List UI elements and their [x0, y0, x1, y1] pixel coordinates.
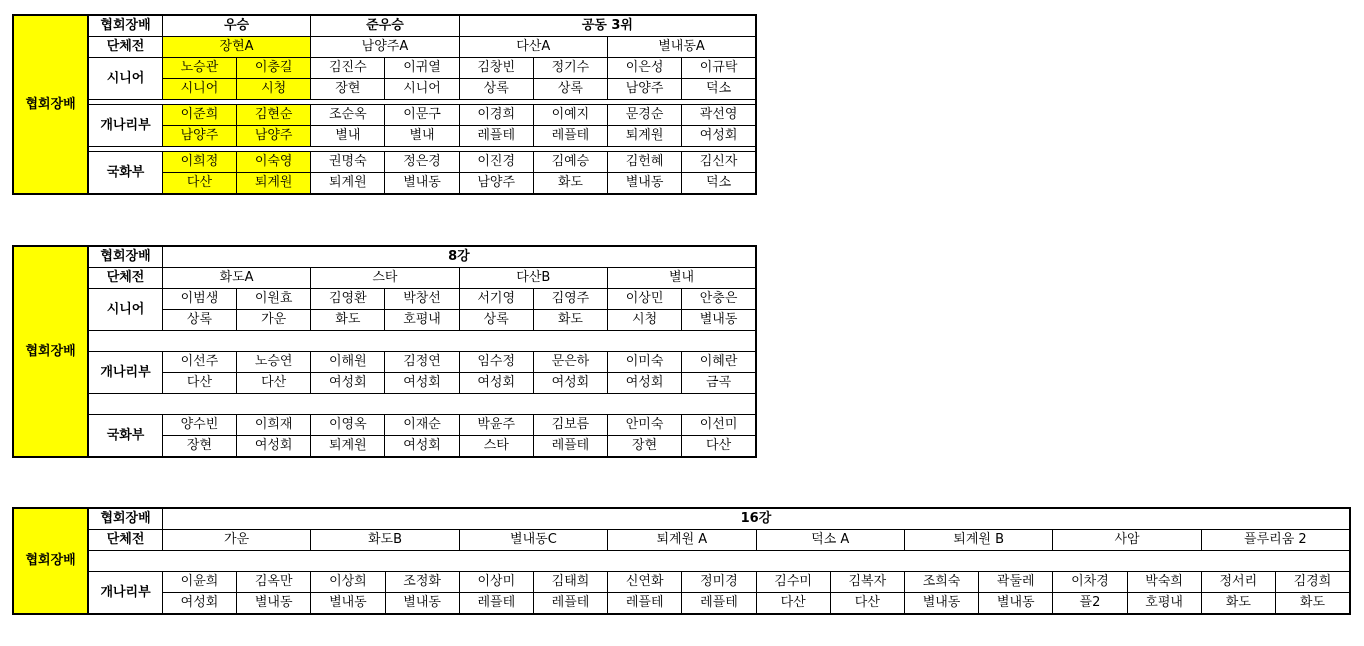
- team-cell: 퇴계원 A: [608, 530, 756, 551]
- player-club: 남양주: [459, 173, 533, 195]
- player-name: 조순옥: [311, 105, 385, 126]
- player-name: 신연화: [608, 572, 682, 593]
- player-name: 이귀열: [385, 58, 459, 79]
- player-club: 화도: [1275, 593, 1350, 615]
- player-name: 이해원: [311, 352, 385, 373]
- player-name: 이혜란: [682, 352, 756, 373]
- player-name: 정은경: [385, 152, 459, 173]
- player-name: 이희재: [237, 415, 311, 436]
- player-name: 김수미: [756, 572, 830, 593]
- player-name: 이준희: [162, 105, 236, 126]
- player-name: 이원효: [237, 289, 311, 310]
- player-name: 곽둘레: [979, 572, 1053, 593]
- player-club: 화도: [533, 173, 607, 195]
- player-club: 별내동: [608, 173, 682, 195]
- player-name: 이영옥: [311, 415, 385, 436]
- team-cell: 화도B: [311, 530, 459, 551]
- team-cell: 사암: [1053, 530, 1201, 551]
- team-cell: 플루리움 2: [1201, 530, 1350, 551]
- player-name: 박윤주: [459, 415, 533, 436]
- player-club: 금곡: [682, 373, 756, 394]
- player-name: 김보름: [533, 415, 607, 436]
- player-club: 화도: [1201, 593, 1275, 615]
- player-name: 정미경: [682, 572, 756, 593]
- player-name: 이문구: [385, 105, 459, 126]
- player-club: 장현: [311, 79, 385, 100]
- team-cell: 퇴계원 B: [904, 530, 1052, 551]
- team-cell: 화도A: [162, 268, 310, 289]
- player-club: 레플테: [608, 593, 682, 615]
- spacer-row: [88, 394, 756, 415]
- player-name: 이선미: [682, 415, 756, 436]
- player-club: 덕소: [682, 79, 756, 100]
- player-club: 시니어: [385, 79, 459, 100]
- spacer-row: [88, 551, 1350, 572]
- header-joint-third: 공동 3위: [459, 15, 756, 37]
- player-club: 상록: [459, 310, 533, 331]
- side-label: 협회장배: [13, 508, 88, 614]
- player-name: 김영주: [533, 289, 607, 310]
- player-name: 노승관: [162, 58, 236, 79]
- player-club: 레플테: [459, 593, 533, 615]
- team-cell: 가운: [162, 530, 310, 551]
- player-name: 김경희: [1275, 572, 1350, 593]
- player-club: 남양주: [162, 126, 236, 147]
- player-club: 상록: [459, 79, 533, 100]
- row-label-gukhwa: 국화부: [88, 152, 162, 195]
- row-label-category: 협회장배: [88, 508, 162, 530]
- row-label-gaenari: 개나리부: [88, 352, 162, 394]
- player-club: 상록: [162, 310, 236, 331]
- player-club: 퇴계원: [237, 173, 311, 195]
- player-name: 박창선: [385, 289, 459, 310]
- team-cell: 다산A: [459, 37, 607, 58]
- player-name: 이상희: [311, 572, 385, 593]
- player-name: 임수정: [459, 352, 533, 373]
- row-label-senior: 시니어: [88, 289, 162, 331]
- player-club: 덕소: [682, 173, 756, 195]
- row-label-gukhwa: 국화부: [88, 415, 162, 458]
- player-name: 김영환: [311, 289, 385, 310]
- player-club: 여성회: [162, 593, 236, 615]
- player-name: 노승연: [237, 352, 311, 373]
- player-club: 별내동: [904, 593, 978, 615]
- header-winner: 우승: [162, 15, 310, 37]
- player-club: 레플테: [533, 126, 607, 147]
- player-club: 장현: [162, 436, 236, 458]
- team-cell: 덕소 A: [756, 530, 904, 551]
- spacer-row: [88, 331, 756, 352]
- player-club: 장현: [608, 436, 682, 458]
- player-name: 김진수: [311, 58, 385, 79]
- player-club: 레플테: [682, 593, 756, 615]
- player-name: 이충길: [237, 58, 311, 79]
- player-name: 조희숙: [904, 572, 978, 593]
- player-name: 이진경: [459, 152, 533, 173]
- player-name: 이예지: [533, 105, 607, 126]
- player-name: 정서리: [1201, 572, 1275, 593]
- player-club: 여성회: [533, 373, 607, 394]
- header-runner-up: 준우승: [311, 15, 459, 37]
- player-name: 이미숙: [608, 352, 682, 373]
- row-label-category: 협회장배: [88, 246, 162, 268]
- player-club: 다산: [830, 593, 904, 615]
- player-name: 곽선영: [682, 105, 756, 126]
- row-label-gaenari: 개나리부: [88, 572, 162, 615]
- row-label-team: 단체전: [88, 530, 162, 551]
- player-name: 이은성: [608, 58, 682, 79]
- team-cell: 별내: [608, 268, 757, 289]
- player-club: 다산: [237, 373, 311, 394]
- player-name: 이경희: [459, 105, 533, 126]
- player-name: 김창빈: [459, 58, 533, 79]
- table-quarterfinal: [12, 245, 757, 458]
- player-club: 퇴계원: [311, 173, 385, 195]
- player-name: 김정연: [385, 352, 459, 373]
- player-club: 다산: [756, 593, 830, 615]
- team-cell: 장현A: [162, 37, 310, 58]
- player-club: 시청: [608, 310, 682, 331]
- row-label-category: 협회장배: [88, 15, 162, 37]
- side-label: 협회장배: [13, 246, 88, 457]
- player-name: 정기수: [533, 58, 607, 79]
- player-name: 이규탁: [682, 58, 756, 79]
- row-label-senior: 시니어: [88, 58, 162, 100]
- player-club: 다산: [162, 173, 236, 195]
- team-cell: 별내동A: [608, 37, 757, 58]
- player-club: 플2: [1053, 593, 1127, 615]
- player-club: 남양주: [237, 126, 311, 147]
- player-name: 김예승: [533, 152, 607, 173]
- header-round-16: 16강: [162, 508, 1350, 530]
- player-name: 조정화: [385, 572, 459, 593]
- player-name: 김헌혜: [608, 152, 682, 173]
- team-cell: 별내동C: [459, 530, 607, 551]
- player-club: 다산: [162, 373, 236, 394]
- player-club: 여성회: [459, 373, 533, 394]
- player-name: 이범생: [162, 289, 236, 310]
- player-club: 여성회: [608, 373, 682, 394]
- player-name: 이숙영: [237, 152, 311, 173]
- player-club: 레플테: [533, 436, 607, 458]
- player-club: 별내동: [311, 593, 385, 615]
- player-name: 이차경: [1053, 572, 1127, 593]
- row-label-gaenari: 개나리부: [88, 105, 162, 147]
- player-name: 문은하: [533, 352, 607, 373]
- player-name: 이상미: [459, 572, 533, 593]
- player-name: 권명숙: [311, 152, 385, 173]
- player-club: 별내동: [237, 593, 311, 615]
- player-club: 레플테: [533, 593, 607, 615]
- player-club: 스타: [459, 436, 533, 458]
- player-name: 김신자: [682, 152, 756, 173]
- side-label: 협회장배: [13, 15, 88, 194]
- player-name: 문경순: [608, 105, 682, 126]
- player-club: 레플테: [459, 126, 533, 147]
- team-cell: 다산B: [459, 268, 607, 289]
- player-club: 호평내: [385, 310, 459, 331]
- player-club: 가운: [237, 310, 311, 331]
- player-name: 이윤희: [162, 572, 236, 593]
- player-club: 별내: [385, 126, 459, 147]
- player-name: 이상민: [608, 289, 682, 310]
- player-club: 남양주: [608, 79, 682, 100]
- player-club: 퇴계원: [311, 436, 385, 458]
- row-label-team: 단체전: [88, 37, 162, 58]
- player-club: 여성회: [385, 436, 459, 458]
- header-round-8: 8강: [162, 246, 756, 268]
- player-name: 안미숙: [608, 415, 682, 436]
- player-name: 김옥만: [237, 572, 311, 593]
- player-name: 김복자: [830, 572, 904, 593]
- player-name: 안충은: [682, 289, 756, 310]
- team-cell: 스타: [311, 268, 459, 289]
- player-name: 양수빈: [162, 415, 236, 436]
- player-club: 여성회: [311, 373, 385, 394]
- player-club: 다산: [682, 436, 756, 458]
- team-cell: 남양주A: [311, 37, 459, 58]
- player-club: 별내동: [385, 593, 459, 615]
- player-club: 상록: [533, 79, 607, 100]
- player-club: 여성회: [237, 436, 311, 458]
- player-club: 여성회: [682, 126, 756, 147]
- player-club: 여성회: [385, 373, 459, 394]
- player-name: 이재순: [385, 415, 459, 436]
- player-club: 별내: [311, 126, 385, 147]
- player-club: 호평내: [1127, 593, 1201, 615]
- player-name: 서기영: [459, 289, 533, 310]
- player-club: 퇴계원: [608, 126, 682, 147]
- player-name: 김현순: [237, 105, 311, 126]
- player-club: 화도: [533, 310, 607, 331]
- player-club: 시니어: [162, 79, 236, 100]
- player-name: 박숙희: [1127, 572, 1201, 593]
- player-club: 시청: [237, 79, 311, 100]
- table-final-results: [12, 14, 757, 195]
- table-round-of-16: [12, 507, 1351, 615]
- player-club: 별내동: [682, 310, 756, 331]
- player-name: 이희정: [162, 152, 236, 173]
- player-club: 화도: [311, 310, 385, 331]
- player-name: 김태희: [533, 572, 607, 593]
- player-name: 이선주: [162, 352, 236, 373]
- player-club: 별내동: [979, 593, 1053, 615]
- row-label-team: 단체전: [88, 268, 162, 289]
- player-club: 별내동: [385, 173, 459, 195]
